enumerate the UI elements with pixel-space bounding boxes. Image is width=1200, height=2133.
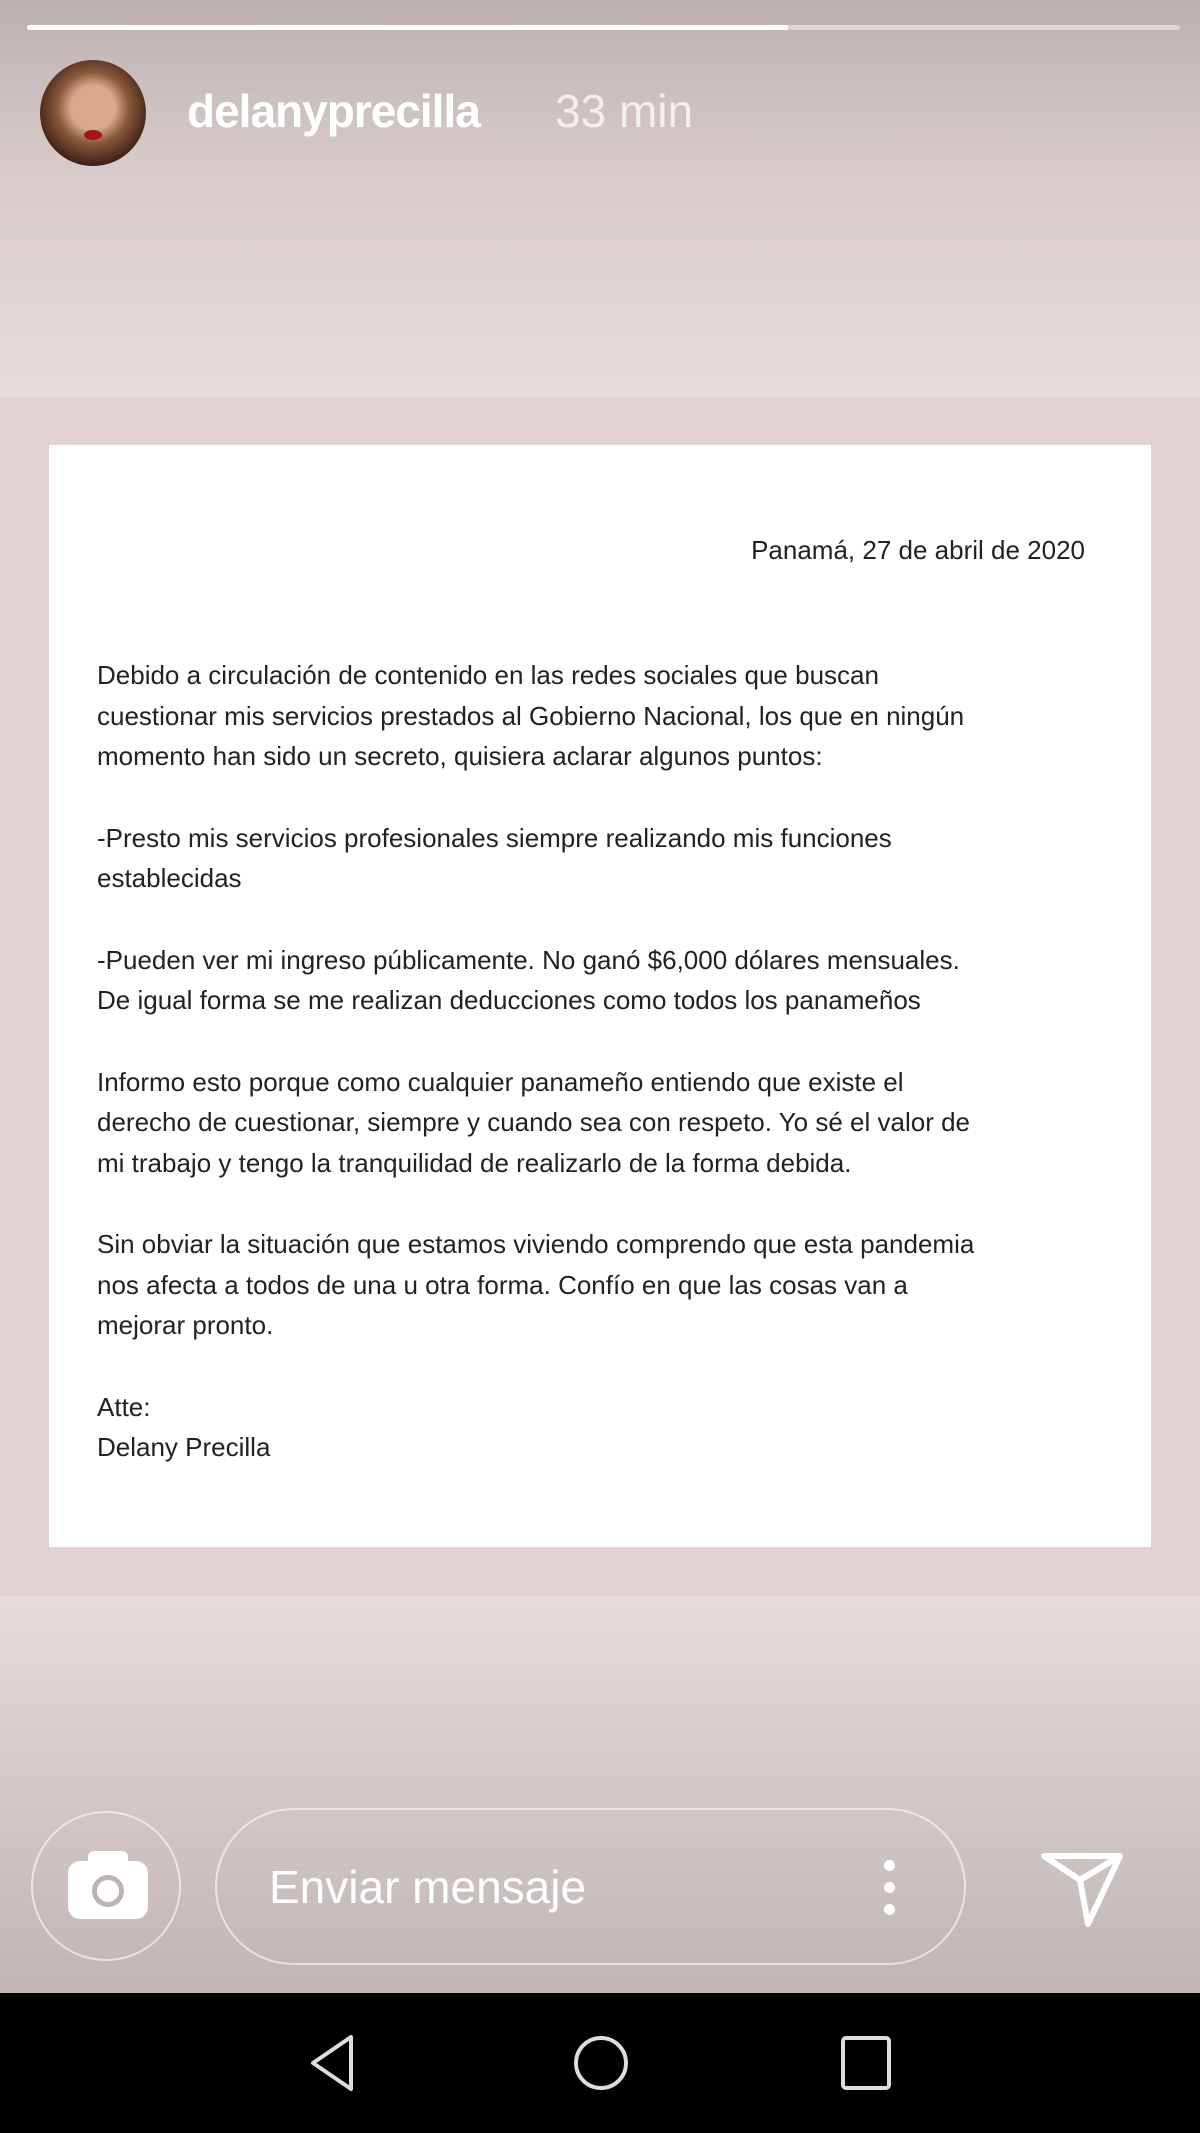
letter-line: mejorar pronto. [97,1310,274,1340]
letter-line: -Presto mis servicios profesionales siempre realizando mis funciones [97,822,892,853]
avatar-photo-detail [84,130,102,140]
story-timestamp: 33 min [555,85,694,137]
letter-line: Debido a circulación de contenido en las redes sociales que buscan [97,660,879,690]
message-input[interactable] [215,1808,966,1965]
letter-date: Panamá, 27 de abril de 2020 [751,535,1085,565]
letter-body [97,655,1107,1468]
paragraph-gap [97,1183,1107,1224]
letter-line: mi trabajo y tengo la tranquilidad de realizarlo de la forma debida. [97,1147,852,1178]
message-placeholder: Enviar mensaje [269,1860,587,1913]
paragraph-gap [97,1346,1107,1387]
letter-line: -Pueden ver mi ingreso públicamente. No ganó $6,000 dólares mensuales. [97,944,960,975]
more-vertical-icon[interactable] [884,1860,896,1926]
back-icon[interactable] [305,2033,359,2093]
recents-icon[interactable] [840,2033,892,2093]
home-icon[interactable] [572,2033,630,2093]
letter-line: Sin obviar la situación que estamos viviendo comprendo que esta pandemia [97,1229,975,1259]
letter-line: De igual forma se me realizan deducciones como todos los panameños [97,985,921,1015]
story-progress-fill [27,25,788,30]
send-icon [1040,1850,1125,1930]
username[interactable]: delanyprecilla [187,85,480,137]
letter-line: establecidas [97,863,242,893]
letter-line: derecho de cuestionar, siempre y cuando sea con respeto. Yo sé el valor de [97,1107,971,1137]
send-button[interactable] [1040,1850,1125,1935]
letter-line: nos afecta a todos de una u otra forma. Confío en que las cosas van a [97,1269,908,1300]
camera-button[interactable] [31,1811,181,1961]
paragraph-gap [97,899,1107,940]
story-header-background [0,0,1200,397]
story-progress-bar [27,25,1180,30]
letter-line: Informo esto porque como cualquier panameño entiendo que existe el [97,1066,904,1097]
letter-line: Atte: [97,1391,151,1422]
paragraph-gap [97,1021,1107,1062]
letter-document [49,445,1151,1547]
letter-line: momento han sido un secreto, quisiera aclarar algunos puntos: [97,741,823,771]
letter-line: Delany Precilla [97,1432,271,1462]
avatar[interactable] [40,60,146,166]
letter-line: cuestionar mis servicios prestados al Gobierno Nacional, los que en ningún [97,700,965,731]
android-nav-bar [0,1993,1200,2133]
paragraph-gap [97,777,1107,818]
